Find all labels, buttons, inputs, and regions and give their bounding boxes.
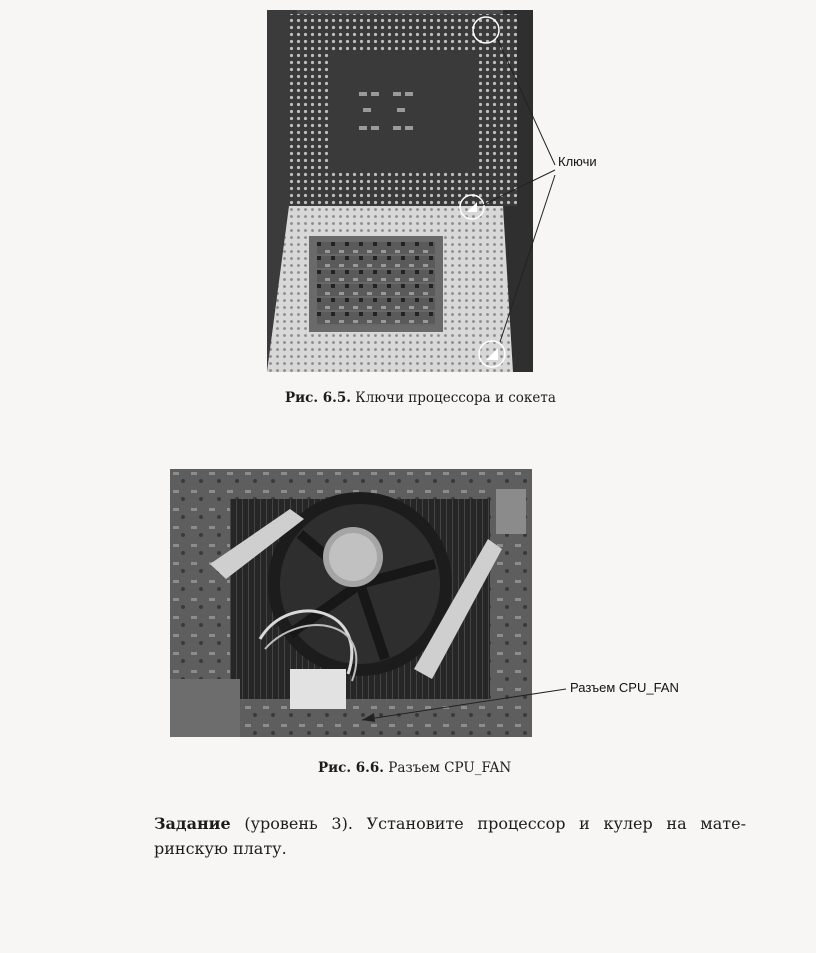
- cpu-cooler-photo: [170, 469, 532, 737]
- figure-65-text: Ключи процессора и сокета: [355, 390, 556, 406]
- figure-66-caption: [318, 760, 511, 776]
- task-label: Задание: [154, 814, 231, 833]
- figure-66-text: Разъем CPU_FAN: [388, 760, 512, 776]
- cpu-fan-callout: Разъем CPU_FAN: [570, 680, 679, 695]
- figure-65-number: Рис. 6.5.: [285, 390, 351, 406]
- cpu-socket-photo: [267, 10, 533, 372]
- task-text-2: ринскую плату.: [154, 839, 287, 858]
- task-paragraph: [154, 811, 746, 861]
- figure-66-number: Рис. 6.6.: [318, 760, 384, 776]
- keys-callout: Ключи: [558, 154, 597, 169]
- task-line-1: [154, 811, 746, 836]
- task-text-1: (уровень 3). Установите процессор и кулер на мате-: [244, 814, 746, 833]
- figure-65-caption: [285, 390, 556, 406]
